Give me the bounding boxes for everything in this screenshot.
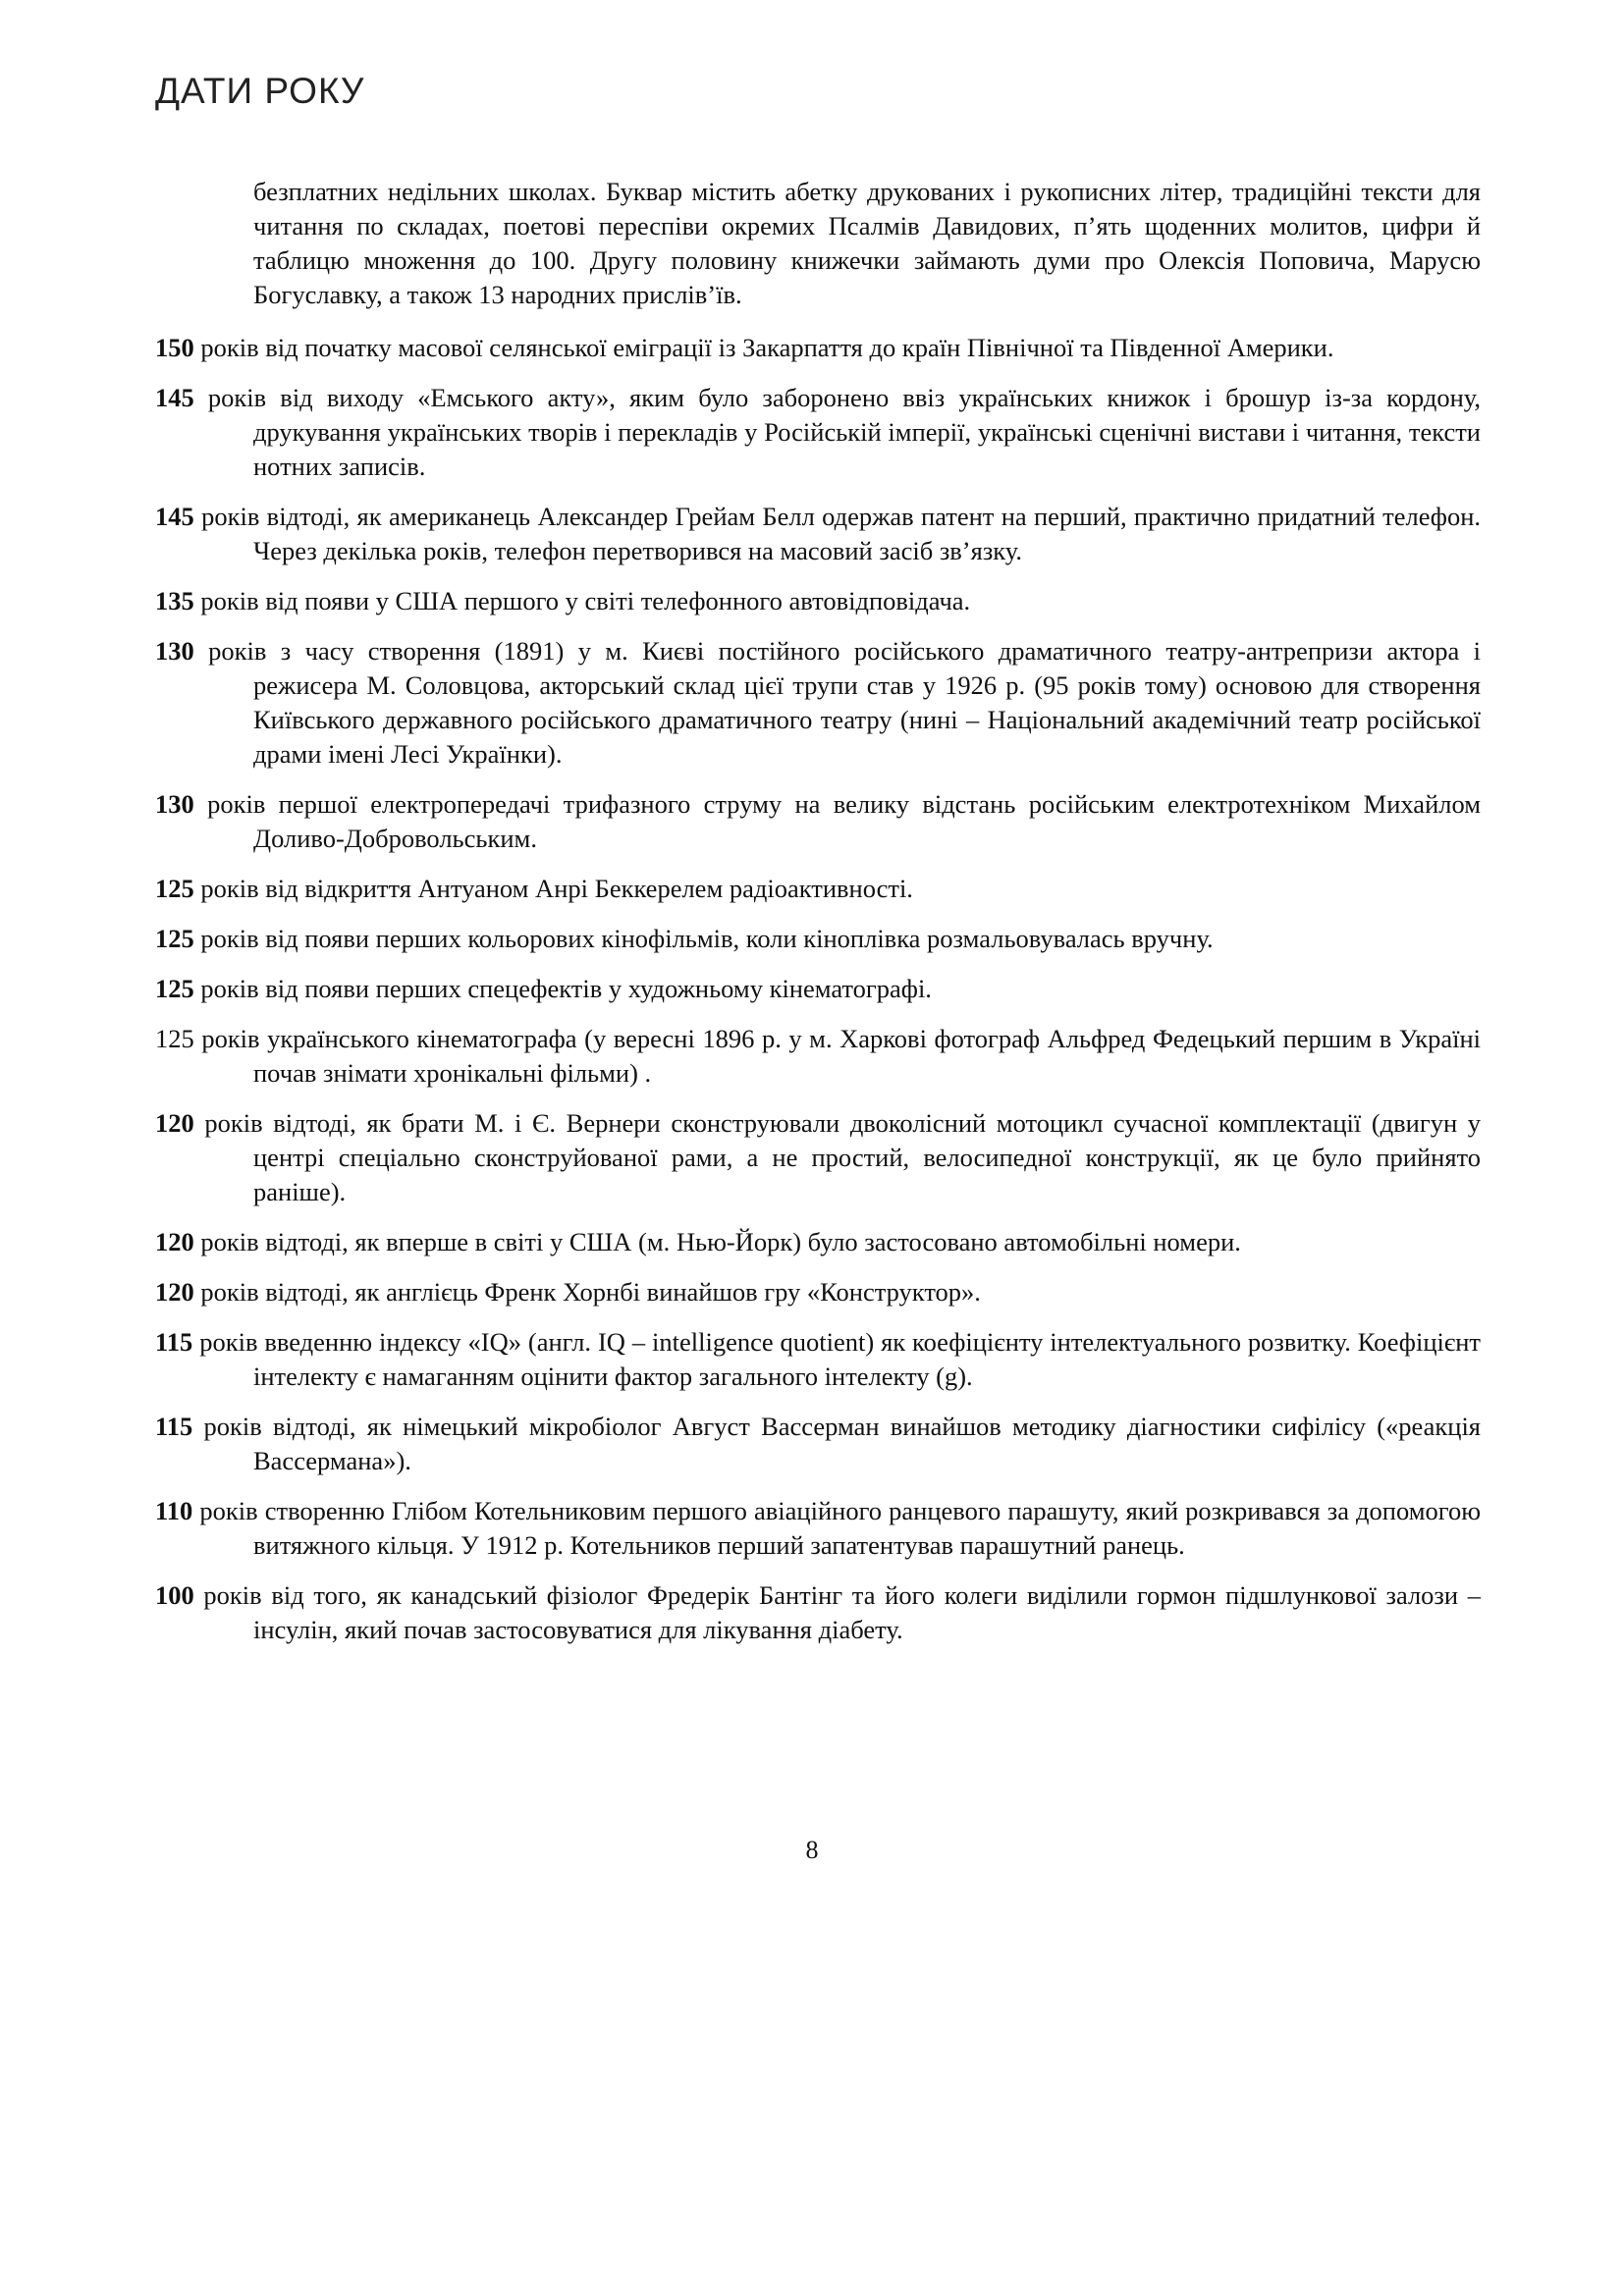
anniversary-entry bbox=[155, 1225, 1481, 1259]
running-header: ДАТИ РОКУ bbox=[155, 71, 365, 111]
entry-years: 115 bbox=[155, 1327, 193, 1357]
anniversary-entry bbox=[155, 500, 1481, 568]
anniversary-entry bbox=[155, 972, 1481, 1006]
anniversary-entry bbox=[155, 1325, 1481, 1394]
entry-text: років від виходу «Емського акту», яким було заборонено ввіз українських книжок і брошур із-за кордону, друкування українських творів і перекладів у Російській імперії, українські сценічні вистави і читання, тексти нотних записів. bbox=[207, 383, 1481, 481]
anniversary-entry bbox=[155, 787, 1481, 856]
entry-years: 125 bbox=[155, 874, 194, 903]
entry-text: років від того, як канадський фізіолог Фредерік Бантінг та його колеги виділили гормон підшлункової залози – інсулін, який почав застосовуватися для лікування діабету. bbox=[203, 1580, 1481, 1644]
entry-text: років від появи перших спецефектів у художньому кінематографі. bbox=[200, 974, 932, 1003]
entry-text: років відтоді, як брати М. і Є. Вернери сконструювали двоколісний мотоцикл сучасної комплектації (двигун у центрі спеціально сконструйованої рами, а не простий, велосипедної конструкції, як це було прийнято раніше). bbox=[204, 1108, 1481, 1206]
entry-text: років першої електропередачі трифазного струму на велику відстань російським електротехніком Михайлом Доливо-Добровольським. bbox=[207, 789, 1481, 853]
entry-years: 125 bbox=[155, 924, 194, 953]
entry-years: 100 bbox=[155, 1580, 194, 1610]
anniversary-entry bbox=[155, 1410, 1481, 1478]
anniversary-entry bbox=[155, 381, 1481, 484]
entry-years: 120 bbox=[155, 1277, 194, 1307]
entry-years: 145 bbox=[155, 383, 194, 412]
anniversary-entry bbox=[155, 872, 1481, 906]
entry-text: років створенню Глібом Котельниковим першого авіаційного ранцевого парашуту, який розкривався за допомогою витяжного кільця. У 1912 р. Котельников перший запатентував парашутний ранець. bbox=[199, 1496, 1481, 1560]
entry-text: років від початку масової селянської еміграції із Закарпаття до країн Північної та Південної Америки. bbox=[200, 333, 1334, 362]
anniversary-entry bbox=[155, 1022, 1481, 1091]
page-number: 8 bbox=[805, 1836, 819, 1864]
entry-years: 120 bbox=[155, 1108, 194, 1138]
entry-years: 130 bbox=[155, 636, 194, 666]
anniversary-entry bbox=[155, 584, 1481, 618]
entry-text: років з часу створення (1891) у м. Києві постійного російського драматичного театру-антрепризи актора і режисера М. Соловцова, акторський склад цієї трупи став у 1926 р. (95 років тому) основою для створення Київського державного російського драматичного театру (нині – Національний академічний театр російської драми імені Лесі Українки). bbox=[208, 636, 1481, 769]
entry-text: років від появи перших кольорових кінофільмів, коли кіноплівка розмальовувалась вручну. bbox=[200, 924, 1214, 953]
entry-text: років відтоді, як англієць Френк Хорнбі винайшов гру «Конструктор». bbox=[200, 1277, 981, 1307]
entry-text: років українського кінематографа (у вересні 1896 р. у м. Харкові фотограф Альфред Федецький першим в Україні почав знімати хронікальні фільми) . bbox=[201, 1024, 1481, 1088]
continuation-paragraph: безплатних недільних школах. Буквар містить абетку друкованих і рукописних літер, традиційні тексти для читання по складах, поетові переспіви окремих Псалмів Давидових, п’ять щоденних молитов, цифри й таблицю множення до 100. Другу половину книжечки займають думи про Олексія Поповича, Марусю Богуславку, а також 13 народних прислів’їв. bbox=[253, 177, 1481, 309]
anniversary-entry bbox=[155, 331, 1481, 365]
entry-years: 110 bbox=[155, 1496, 193, 1525]
entry-text: років відтоді, як німецький мікробіолог Август Вассерман винайшов методику діагностики сифілісу («реакція Вассермана»). bbox=[203, 1412, 1481, 1475]
anniversary-entry bbox=[155, 1106, 1481, 1209]
entry-text: років від відкриття Антуаном Анрі Беккерелем радіоактивності. bbox=[200, 874, 913, 903]
entry-years: 130 bbox=[155, 789, 194, 819]
anniversary-entry bbox=[155, 922, 1481, 956]
entry-years: 120 bbox=[155, 1227, 194, 1256]
anniversary-entry bbox=[155, 1275, 1481, 1309]
entry-years: 115 bbox=[155, 1412, 193, 1441]
entry-years: 145 bbox=[155, 502, 194, 531]
entry-years: 135 bbox=[155, 586, 194, 615]
anniversary-entry bbox=[155, 1494, 1481, 1563]
document-body bbox=[155, 175, 1481, 1663]
entry-years: 150 bbox=[155, 333, 194, 362]
entry-text: років відтоді, як американець Александер Грейам Белл одержав патент на перший, практично придатний телефон. Через декілька років, телефон перетворився на масовий засіб зв’язку. bbox=[201, 502, 1482, 565]
entry-text: років від появи у США першого у світі телефонного автовідповідача. bbox=[200, 586, 971, 615]
anniversary-entry bbox=[155, 1578, 1481, 1647]
entry-years: 125 bbox=[155, 1024, 194, 1053]
entry-text: років введенню індексу «IQ» (англ. IQ – intelligence quotient) як коефіцієнту інтелектуального розвитку. Коефіцієнт інтелекту є намаганням оцінити фактор загального інтелекту (g). bbox=[199, 1327, 1482, 1391]
entry-text: років відтоді, як вперше в світі у США (м. Нью-Йорк) було застосовано автомобільні номери. bbox=[200, 1227, 1241, 1256]
anniversary-entry bbox=[155, 634, 1481, 772]
entry-years: 125 bbox=[155, 974, 194, 1003]
